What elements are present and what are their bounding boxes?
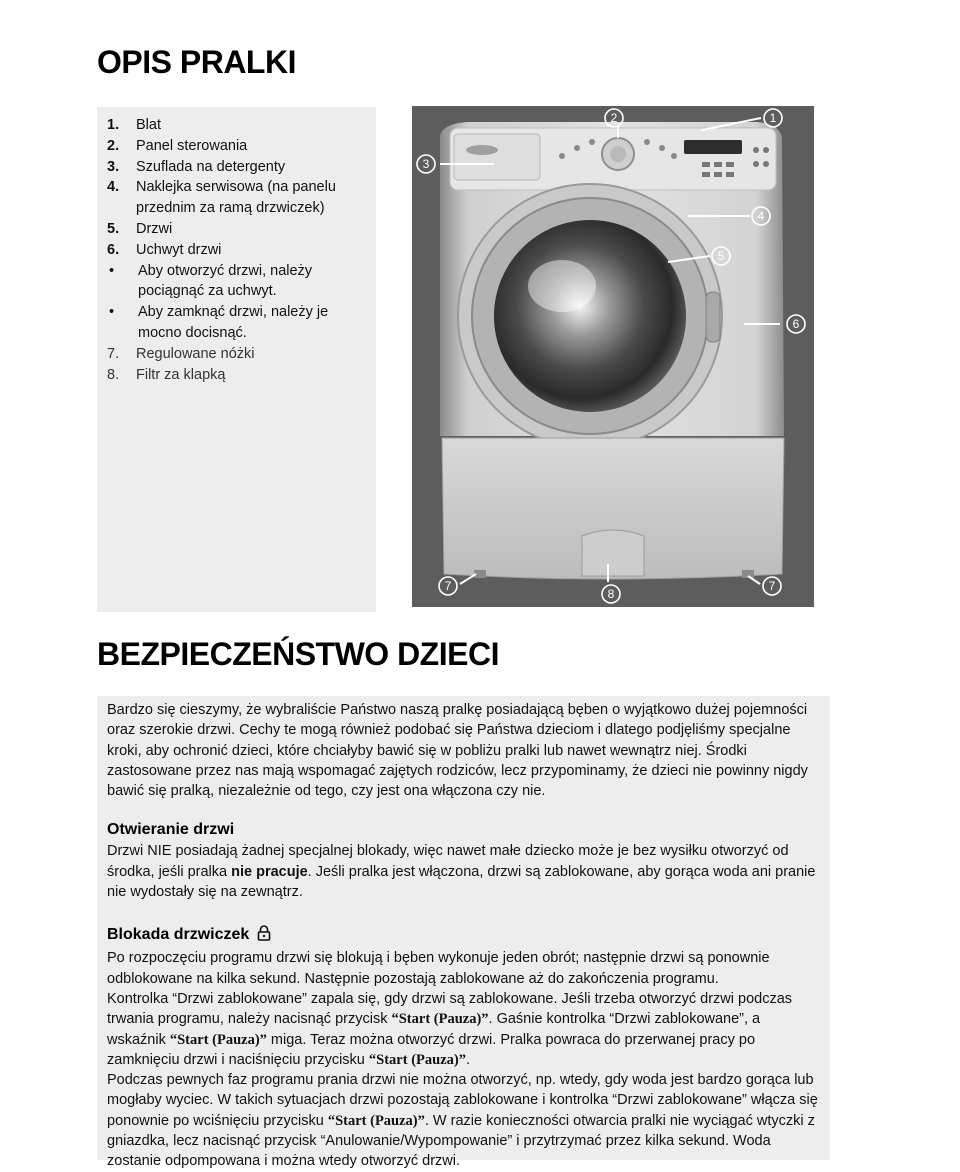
door-handle-icon (706, 292, 720, 342)
lock-paragraph-2: Kontrolka “Drzwi zablokowane” zapala się, gdy drzwi są zablokowane. Jeśli trzeba otworzyć drzwi podczas trwania programu, należy nacisnąć przycisk “Start (Pauza)”. Gaśnie kontrolka “Drzwi zablokowane”, a wskaźnik “Start (Pauza)” miga. Teraz można otworzyć drzwi. Pralka powraca do przerwanej pracy po zamknięciu drzwi i naciśnięciu przycisku “Start (Pauza)”. (107, 990, 793, 1068)
item-text: Blat (136, 117, 161, 133)
parts-list-item (107, 302, 376, 344)
item-text: Aby otworzyć drzwi, należy pociągnąć za uchwyt. (138, 262, 313, 300)
parts-list-item (107, 115, 376, 136)
parts-list-panel (97, 107, 376, 612)
callout-4: 4 (757, 209, 765, 223)
item-number: 3. (107, 158, 120, 175)
item-number: 6. (107, 241, 120, 258)
display-icon (684, 140, 742, 154)
callout-7-left: 7 (444, 579, 452, 593)
item-text: Filtr za klapką (136, 366, 226, 383)
parts-list-item (107, 219, 376, 240)
item-text: Regulowane nóżki (136, 345, 255, 362)
washing-machine-photo (412, 106, 814, 607)
callout-3: 3 (422, 157, 430, 171)
item-text: Panel sterowania (136, 137, 248, 154)
item-text: Aby zamknąć drzwi, należy je mocno docisnąć. (138, 304, 329, 341)
parts-list-item (107, 157, 376, 178)
item-text: Drzwi (136, 220, 173, 237)
item-number: 2. (107, 137, 120, 154)
callout-5: 5 (717, 249, 725, 263)
lock-paragraph-3: Podczas pewnych faz programu prania drzwi nie można otworzyć, np. wtedy, gdy woda jest bardzo gorąca lub mogłaby wyciec. W takich sytuacjach drzwi pozostają zablokowane i kontrolka “Drzwi zablokowane” włącza się ponownie po wciśnięciu przycisku “Start (Pauza)”. W razie konieczności otwarcia pralki nie wyciągać wtyczki z gniazdka, lecz nacisnąć przycisk “Anulowanie/Wypompowanie” i przytrzymać przez kilka sekund. Woda zostanie odpompowana i można wtedy otworzyć drzwi. (107, 1072, 818, 1170)
page-title: OPIS PRALKI (97, 44, 296, 80)
callout-1: 1 (769, 111, 777, 125)
item-number: 4. (107, 179, 120, 196)
drum-window (494, 220, 686, 412)
item-number: 1. (107, 117, 120, 133)
parts-list-item (107, 365, 376, 386)
lock-heading: Blokada drzwiczek (107, 924, 818, 948)
callout-7-right: 7 (768, 579, 776, 593)
doors-heading: Otwieranie drzwi (107, 821, 235, 839)
filter-flap (582, 530, 644, 576)
doors-paragraph: Drzwi NIE posiadają żadnej specjalnej blokady, więc nawet małe dziecko może je bez wysiłku otworzyć od środka, jeśli pralka nie pracuje. Jeśli pralka jest włączona, drzwi są zablokowane, aby gorąca woda ani pranie nie wydostały się na zewnątrz. (107, 843, 816, 901)
item-number: 7. (107, 345, 120, 362)
parts-list-item (107, 344, 376, 365)
item-number: 5. (107, 220, 120, 237)
section-title: BEZPIECZEŃSTWO DZIECI (97, 636, 499, 672)
child-safety-panel (97, 696, 830, 1170)
item-text: Naklejka serwisowa (na panelu przednim za ramą drzwiczek) (136, 179, 336, 217)
parts-list-item (107, 136, 376, 157)
parts-list (97, 107, 376, 385)
callout-2: 2 (610, 111, 618, 125)
item-number: 8. (107, 366, 120, 383)
intro-paragraph: Bardzo się cieszymy, że wybraliście Państwo naszą pralkę posiadającą bęben o wyjątkowo dużej pojemności oraz szerokie drzwi. Cechy te mogą również podobać się Państwa dzieciom i dlatego podjęliśmy specjalne kroki, aby ochronić dzieci, które chciałyby bawić się w pobliżu pralki lub nawet wewnątrz niej. Środki zastosowane przez nas mają wspomagać zajętych rodziców, lecz przypominamy, że dzieci nie powinny nigdy bawić się pralką, niezależnie od tego, czy jest ona włączona czy nie. (107, 702, 808, 800)
parts-list-item (107, 261, 376, 303)
parts-list-item (107, 240, 376, 261)
padlock-icon (257, 925, 271, 948)
bullet-marker: • (109, 262, 115, 279)
callout-8: 8 (607, 587, 615, 601)
bullet-marker: • (109, 304, 115, 321)
lock-paragraph-1: Po rozpoczęciu programu drzwi się blokują i bęben wykonuje jeden obrót; następnie drzwi są ponownie odblokowane na kilka sekund. Następnie pozostają zablokowane aż do zakończenia programu. (107, 950, 770, 987)
item-text: Uchwyt drzwi (136, 241, 222, 258)
parts-list-item (107, 177, 376, 219)
callout-6: 6 (792, 317, 800, 331)
item-text: Szuflada na detergenty (136, 158, 286, 175)
